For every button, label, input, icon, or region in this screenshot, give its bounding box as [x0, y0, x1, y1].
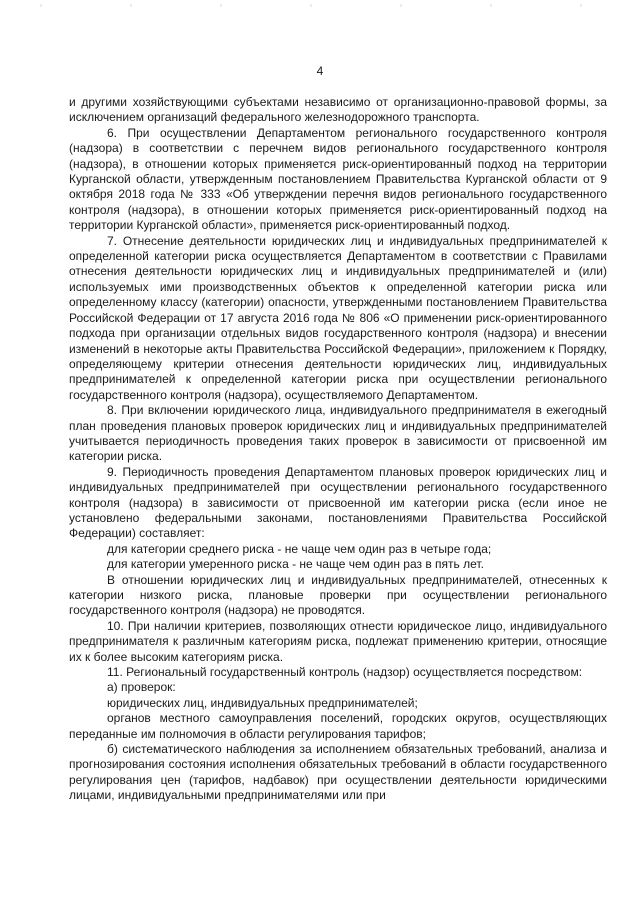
paragraph-11-item-a-1: юридических лиц, индивидуальных предпринимателей; — [107, 695, 418, 710]
paragraph-7: 7. Отнесение деятельности юридических лиц и индивидуальных предпринимателей к определенной категории риска осуществляется Департаментом в соответствии с Правилами отнесения деятельности юридических лиц и индивидуальных предпринимателей и (или) используемых ими производственных объектов к определенной категории риска или определенному классу (категории) опасности, утвержденными постановлением Правительства Российской Федерации от 17 августа 2016 года № 806 «О применении риск-ориентированного подхода при организации отдельных видов государственного контроля (надзора) и внесении изменений в некоторые акты Правительства Российской Федерации», приложением к Порядку, определяющему критерии отнесения деятельности юридических лиц, индивидуальных предпринимателей к определенной категории риска при осуществлении регионального государственного контроля (надзора), осуществляемого Департаментом. — [69, 233, 607, 402]
paragraph-11-item-a: а) проверок: — [107, 680, 176, 695]
paragraph-11: 11. Региональный государственный контроль (надзор) осуществляется посредством: — [107, 665, 583, 680]
paragraph-9-item-moderate-risk: для категории умеренного риска - не чаще чем один раз в пять лет. — [107, 557, 484, 572]
document-body — [69, 95, 607, 804]
paragraph-continuation: и другими хозяйствующими субъектами независимо от организационно-правовой формы, за исключением организаций федерального железнодорожного транспорта. — [69, 95, 607, 125]
scan-artifact — [0, 4, 640, 7]
paragraph-8: 8. При включении юридического лица, индивидуального предпринимателя в ежегодный план проведения плановых проверок юридических лиц и индивидуальных предпринимателей учитывается периодичность проведения таких проверок в зависимости от присвоенной им категории риска. — [69, 403, 607, 464]
paragraph-9: 9. Периодичность проведения Департаментом плановых проверок юридических лиц и индивидуальных предпринимателей при осуществлении регионального государственного контроля (надзора) в зависимости от присвоенной им категории риска (если иное не установлено федеральными законами, постановлениями Правительства Российской Федерации) составляет: — [69, 464, 607, 541]
paragraph-11-item-a-2: органов местного самоуправления поселений, городских округов, осуществляющих переданные им полномочия в области регулирования тарифов; — [69, 711, 607, 741]
paragraph-6: 6. При осуществлении Департаментом регионального государственного контроля (надзора) в соответствии с перечнем видов регионального государственного контроля (надзора), в отношении которых применяется риск-ориентированный подход на территории Курганской области, утвержденным постановлением Правительства Курганской области от 9 октября 2018 года № 333 «Об утверждении перечня видов регионального государственного контроля (надзора), в отношении которых применяется риск-ориентированный подход на территории Курганской области», применяется риск-ориентированный подход. — [69, 125, 607, 233]
paragraph-9-low-risk: В отношении юридических лиц и индивидуальных предпринимателей, отнесенных к категории низкого риска, плановые проверки при осуществлении регионального государственного контроля (надзора) не проводятся. — [69, 572, 607, 618]
paragraph-9-item-medium-risk: для категории среднего риска - не чаще чем один раз в четыре года; — [107, 541, 492, 556]
paragraph-11-item-b: б) систематического наблюдения за исполнением обязательных требований, анализа и прогнозирования состояния исполнения обязательных требований в области государственного регулирования цен (тарифов, надбавок) при осуществлении деятельности юридическими лицами, индивидуальными предпринимателями или при — [69, 742, 607, 803]
page-number: 4 — [316, 64, 324, 78]
paragraph-10: 10. При наличии критериев, позволяющих отнести юридическое лицо, индивидуального предпринимателя к различным категориям риска, подлежат применению критерии, относящие их к более высоким категориям риска. — [69, 618, 607, 664]
